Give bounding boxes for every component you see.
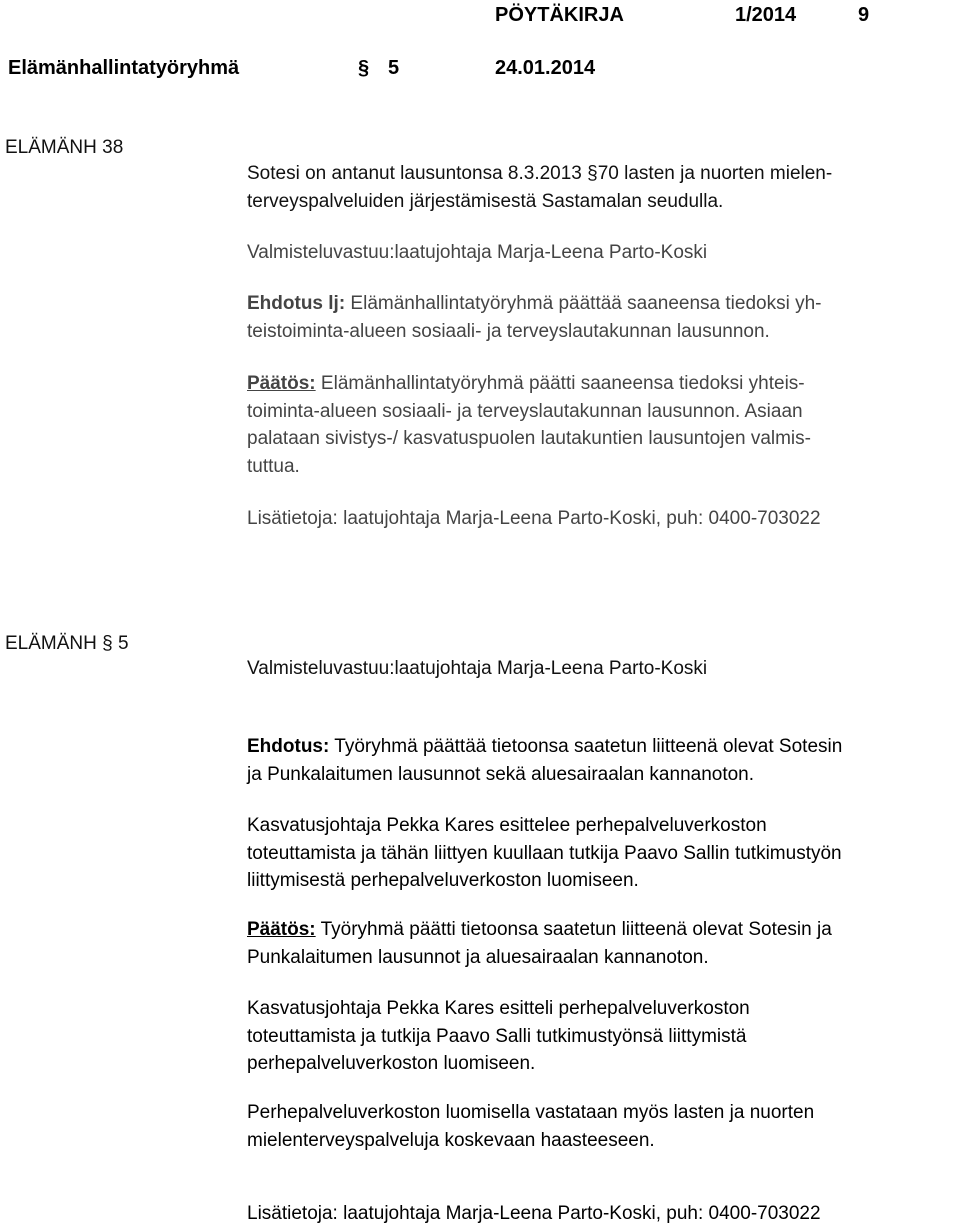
item2-proposal-label: Ehdotus: <box>247 736 330 757</box>
item2-presentation-line: toteuttamista ja tähän liittyen kuullaan tutkija Paavo Sallin tutkimustyön <box>247 842 842 864</box>
item1-body <box>247 160 952 215</box>
item2-decision-line: Työryhmä päätti tietoonsa saatetun liitteenä olevat Sotesin ja <box>315 919 832 940</box>
item2-presented-line: Kasvatusjohtaja Pekka Kares esitteli perhepalveluverkoston <box>247 998 750 1019</box>
item2-presented <box>247 995 952 1078</box>
item2-presented-line: toteuttamista ja tutkija Paavo Salli tutkimustyönsä liittymistä <box>247 1025 747 1047</box>
item2-note <box>247 1099 952 1154</box>
item2-proposal-line: Työryhmä päättää tietoonsa saatetun liitteenä olevat Sotesin <box>329 736 843 757</box>
meeting-date: 24.01.2014 <box>495 57 596 79</box>
item1-proposal-line: Elämänhallintatyöryhmä päättää saaneensa tiedoksi yh- <box>345 293 822 314</box>
item1-decision <box>247 370 952 480</box>
item2-decision <box>247 916 952 971</box>
item2-presentation-line: liittymisestä perhepalveluverkoston luomiseen. <box>247 870 639 891</box>
item1-proposal-label: Ehdotus lj: <box>247 293 346 314</box>
item1-code: ELÄMÄNH 38 <box>5 137 124 158</box>
section-mark: § <box>358 57 370 79</box>
item1-decision-line: tuttua. <box>247 455 300 477</box>
item1-preparer: Valmisteluvastuu:laatujohtaja Marja-Leena Parto-Koski <box>247 242 708 263</box>
item2-presentation <box>247 812 952 895</box>
item2-presented-line: perhepalveluverkoston luomiseen. <box>247 1053 536 1074</box>
item1-decision-line: palataan sivistys-/ kasvatuspuolen lautakuntien lausuntojen valmis- <box>247 428 811 449</box>
item2-proposal-line: ja Punkalaitumen lausunnot sekä aluesairaalan kannanoton. <box>247 763 755 785</box>
item2-decision-label: Päätös: <box>247 919 316 940</box>
item1-body-line: Sotesi on antanut lausuntonsa 8.3.2013 §70 lasten ja nuorten mielen- <box>247 163 833 184</box>
item1-decision-line: toiminta-alueen sosiaali- ja terveyslautakunnan lausunnon. Asiaan <box>247 400 803 422</box>
item1-proposal-line: teistoiminta-alueen sosiaali- ja terveyslautakunnan lausunnon. <box>247 320 770 342</box>
item1-decision-label: Päätös: <box>247 373 316 394</box>
doc-number: 1/2014 <box>735 4 797 26</box>
item2-decision-line: Punkalaitumen lausunnot ja aluesairaalan kannanoton. <box>247 946 709 968</box>
item1-decision-line: Elämänhallintatyöryhmä päätti saaneensa tiedoksi yhteis- <box>315 373 805 394</box>
doc-type: PÖYTÄKIRJA <box>495 4 624 26</box>
item2-preparer: Valmisteluvastuu:laatujohtaja Marja-Leena Parto-Koski <box>247 658 708 679</box>
item2-code: ELÄMÄNH § 5 <box>5 633 129 654</box>
item1-proposal <box>247 290 952 345</box>
section-number: 5 <box>388 57 400 79</box>
item2-note-line: Perhepalveluverkoston luomisella vastataan myös lasten ja nuorten <box>247 1102 815 1123</box>
item2-presentation-line: Kasvatusjohtaja Pekka Kares esittelee perhepalveluverkoston <box>247 815 767 836</box>
item2-proposal <box>247 733 952 788</box>
item1-info: Lisätietoja: laatujohtaja Marja-Leena Parto-Koski, puh: 0400-703022 <box>247 508 821 529</box>
item2-note-line: mielenterveyspalveluja koskevaan haasteeseen. <box>247 1129 655 1151</box>
item2-info: Lisätietoja: laatujohtaja Marja-Leena Parto-Koski, puh: 0400-703022 <box>247 1203 821 1224</box>
page-number: 9 <box>858 4 870 26</box>
item1-body-line: terveyspalveluiden järjestämisestä Sastamalan seudulla. <box>247 190 724 212</box>
organization-name: Elämänhallintatyöryhmä <box>8 57 240 79</box>
